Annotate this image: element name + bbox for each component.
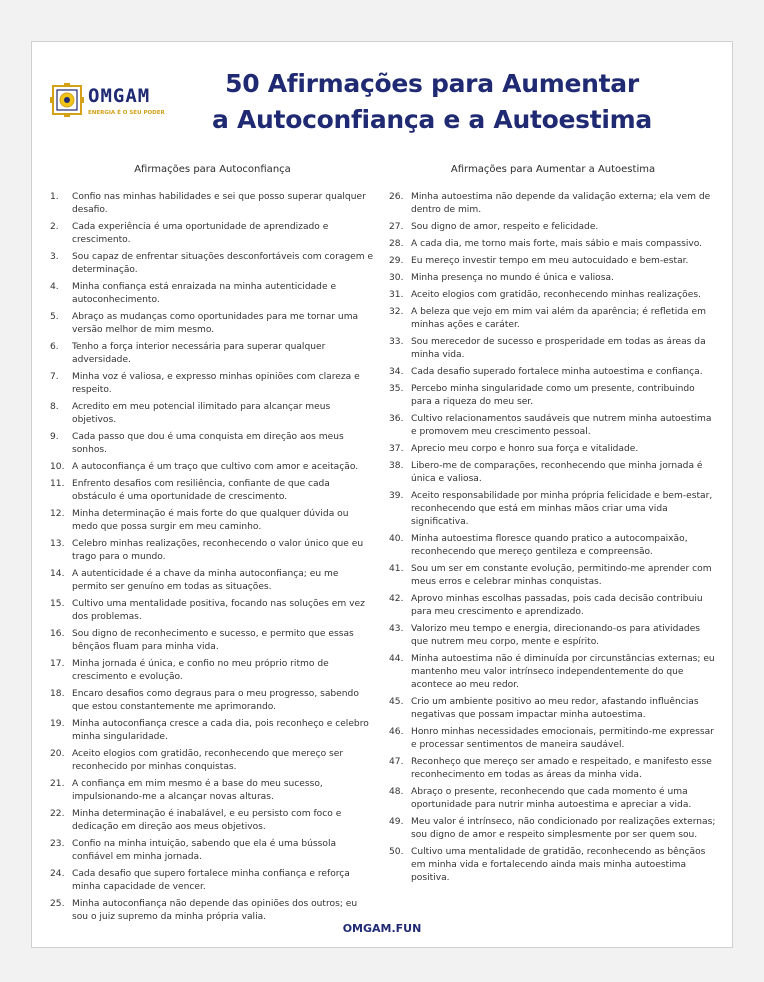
affirmation-number: 30. xyxy=(389,273,404,283)
affirmation-text: A autoconfiança é um traço que cultivo com amor e aceitação. xyxy=(72,462,359,472)
affirmation-number: 7. xyxy=(50,372,59,382)
affirmation-item xyxy=(389,696,717,722)
document-page xyxy=(31,41,733,948)
affirmation-number: 19. xyxy=(50,719,65,729)
affirmation-number: 21. xyxy=(50,779,65,789)
affirmation-number: 27. xyxy=(389,222,404,232)
affirmation-text: Reconheço que mereço ser amado e respeitado, e manifesto esse reconhecimento em todas as áreas da minha vida. xyxy=(411,757,712,780)
affirmation-item xyxy=(389,533,717,559)
affirmation-item xyxy=(50,868,375,894)
affirmation-item xyxy=(389,255,717,268)
affirmation-item xyxy=(50,688,375,714)
affirmation-number: 11. xyxy=(50,479,65,489)
affirmation-item xyxy=(389,336,717,362)
affirmation-text: Cada passo que dou é uma conquista em direção aos meus sonhos. xyxy=(72,432,344,455)
affirmation-text: Libero-me de comparações, reconhecendo que minha jornada é única e valiosa. xyxy=(411,461,703,484)
affirmation-number: 49. xyxy=(389,817,404,827)
affirmation-text: A autenticidade é a chave da minha autoconfiança; eu me permito ser genuíno em todas as situações. xyxy=(72,569,339,592)
affirmation-number: 8. xyxy=(50,402,59,412)
affirmation-item xyxy=(389,191,717,217)
affirmation-item xyxy=(389,816,717,842)
affirmation-number: 37. xyxy=(389,444,404,454)
affirmation-text: Aceito responsabilidade por minha própria felicidade e bem-estar, reconhecendo que está em minhas mãos criar uma vida significativa. xyxy=(411,491,713,527)
affirmation-text: Percebo minha singularidade como um presente, contribuindo para a riqueza do meu ser. xyxy=(411,384,695,407)
affirmation-item xyxy=(50,251,375,277)
affirmation-number: 48. xyxy=(389,787,404,797)
affirmation-item xyxy=(389,238,717,251)
affirmation-item xyxy=(50,311,375,337)
affirmation-item xyxy=(389,272,717,285)
affirmation-number: 44. xyxy=(389,654,404,664)
affirmation-number: 6. xyxy=(50,342,59,352)
affirmation-number: 25. xyxy=(50,899,65,909)
affirmation-item xyxy=(50,401,375,427)
affirmation-number: 18. xyxy=(50,689,65,699)
affirmation-item xyxy=(389,306,717,332)
affirmation-item xyxy=(389,490,717,529)
affirmation-item xyxy=(389,383,717,409)
affirmation-number: 24. xyxy=(50,869,65,879)
affirmation-number: 35. xyxy=(389,384,404,394)
affirmation-number: 16. xyxy=(50,629,65,639)
affirmation-number: 15. xyxy=(50,599,65,609)
affirmation-text: Aceito elogios com gratidão, reconhecendo que mereço ser reconhecido por minhas conquistas. xyxy=(72,749,344,772)
affirmation-number: 20. xyxy=(50,749,65,759)
affirmation-number: 29. xyxy=(389,256,404,266)
affirmation-item xyxy=(389,443,717,456)
affirmation-item xyxy=(50,568,375,594)
affirmation-number: 40. xyxy=(389,534,404,544)
affirmation-number: 42. xyxy=(389,594,404,604)
right-affirmation-list xyxy=(389,191,717,885)
affirmation-number: 39. xyxy=(389,491,404,501)
affirmation-item xyxy=(389,653,717,692)
affirmation-text: Cada desafio superado fortalece minha autoestima e confiança. xyxy=(411,367,703,377)
affirmation-text: Sou merecedor de sucesso e prosperidade em todas as áreas da minha vida. xyxy=(411,337,706,360)
affirmation-text: Cultivo uma mentalidade de gratidão, reconhecendo as bênçãos em minha vida e fortalecendo ainda mais minha autoestima positiva. xyxy=(411,847,706,883)
affirmation-text: Honro minhas necessidades emocionais, permitindo-me expressar e processar sentimentos de maneira saudável. xyxy=(411,727,714,750)
affirmation-text: Encaro desafios como degraus para o meu progresso, sabendo que estou constantemente me aprimorando. xyxy=(72,689,359,712)
affirmation-text: Minha presença no mundo é única e valiosa. xyxy=(411,273,614,283)
affirmation-text: Confio nas minhas habilidades e sei que posso superar qualquer desafio. xyxy=(72,192,366,215)
affirmation-text: Minha confiança está enraizada na minha autenticidade e autoconhecimento. xyxy=(72,282,337,305)
affirmation-item xyxy=(50,281,375,307)
affirmation-item xyxy=(50,598,375,624)
affirmation-item xyxy=(50,461,375,474)
affirmation-text: A cada dia, me torno mais forte, mais sábio e mais compassivo. xyxy=(411,239,703,249)
affirmation-number: 22. xyxy=(50,809,65,819)
affirmation-item xyxy=(50,718,375,744)
affirmation-text: Aprovo minhas escolhas passadas, pois cada decisão contribuiu para meu crescimento e aprendizado. xyxy=(411,594,703,617)
affirmation-number: 45. xyxy=(389,697,404,707)
affirmation-text: Celebro minhas realizações, reconhecendo o valor único que eu trago para o mundo. xyxy=(72,539,364,562)
affirmation-number: 47. xyxy=(389,757,404,767)
affirmation-text: Valorizo meu tempo e energia, direcionando-os para atividades que nutrem meu corpo, mente e espírito. xyxy=(411,624,701,647)
affirmation-number: 12. xyxy=(50,509,65,519)
affirmation-item xyxy=(389,563,717,589)
logo-name: OMGAM xyxy=(88,85,151,107)
affirmation-text: Minha autoestima não depende da validação externa; ela vem de dentro de mim. xyxy=(411,192,711,215)
affirmation-text: Crio um ambiente positivo ao meu redor, afastando influências negativas que possam impactar minha autoestima. xyxy=(411,697,699,720)
affirmation-number: 10. xyxy=(50,462,65,472)
omgam-logo xyxy=(50,83,190,125)
affirmation-item xyxy=(50,808,375,834)
affirmation-text: Abraço as mudanças como oportunidades para me tornar uma versão melhor de mim mesmo. xyxy=(72,312,359,335)
affirmation-text: A confiança em mim mesmo é a base do meu sucesso, impulsionando-me a alcançar novas alturas. xyxy=(72,779,323,802)
affirmation-text: Minha determinação é mais forte do que qualquer dúvida ou medo que possa surgir em meu caminho. xyxy=(72,509,349,532)
affirmation-text: Sou digno de reconhecimento e sucesso, e permito que essas bênçãos fluam para minha vida. xyxy=(72,629,354,652)
affirmation-item xyxy=(50,658,375,684)
affirmation-text: Tenho a força interior necessária para superar qualquer adversidade. xyxy=(72,342,326,365)
affirmation-number: 14. xyxy=(50,569,65,579)
affirmation-item xyxy=(50,431,375,457)
affirmation-item xyxy=(389,289,717,302)
affirmation-text: Sou um ser em constante evolução, permitindo-me aprender com meus erros e celebrar minhas conquistas. xyxy=(411,564,712,587)
affirmation-number: 23. xyxy=(50,839,65,849)
left-affirmation-list xyxy=(50,191,375,924)
affirmation-item xyxy=(50,898,375,924)
affirmation-number: 9. xyxy=(50,432,59,442)
affirmation-number: 1. xyxy=(50,192,59,202)
affirmation-text: Cada experiência é uma oportunidade de aprendizado e crescimento. xyxy=(72,222,329,245)
affirmation-number: 4. xyxy=(50,282,59,292)
affirmation-item xyxy=(50,778,375,804)
affirmation-text: Minha autoestima floresce quando pratico a autocompaixão, reconhecendo que mereço gentileza e compreensão. xyxy=(411,534,688,557)
affirmation-text: Minha autoestima não é diminuída por circunstâncias externas; eu mantenho meu valor intrínseco independentemente do que acontece ao meu redor. xyxy=(411,654,715,690)
left-column-heading: Afirmações para Autoconfiança xyxy=(134,164,291,175)
affirmation-number: 28. xyxy=(389,239,404,249)
affirmation-item xyxy=(50,748,375,774)
affirmation-text: Eu mereço investir tempo em meu autocuidado e bem-estar. xyxy=(411,256,689,266)
affirmation-text: Cada desafio que supero fortalece minha confiança e reforça minha capacidade de vencer. xyxy=(72,869,350,892)
affirmation-text: Enfrento desafios com resiliência, confiante de que cada obstáculo é uma oportunidade de crescimento. xyxy=(72,479,330,502)
affirmation-item xyxy=(50,538,375,564)
left-column xyxy=(50,164,375,928)
affirmation-number: 17. xyxy=(50,659,65,669)
affirmation-item xyxy=(50,191,375,217)
affirmation-number: 46. xyxy=(389,727,404,737)
affirmation-number: 3. xyxy=(50,252,59,262)
affirmation-item xyxy=(389,460,717,486)
mandala-icon xyxy=(50,83,84,117)
affirmation-text: Abraço o presente, reconhecendo que cada momento é uma oportunidade para nutrir minha autoestima e apreciar a vida. xyxy=(411,787,692,810)
affirmation-text: Confio na minha intuição, sabendo que ela é uma bússola confiável em minha jornada. xyxy=(72,839,337,862)
affirmation-item xyxy=(389,786,717,812)
affirmation-text: Minha autoconfiança não depende das opiniões dos outros; eu sou o juiz supremo da minha própria valia. xyxy=(72,899,358,922)
affirmation-text: Cultivo uma mentalidade positiva, focando nas soluções em vez dos problemas. xyxy=(72,599,365,622)
page-title xyxy=(182,66,682,138)
affirmation-number: 26. xyxy=(389,192,404,202)
affirmation-text: Cultivo relacionamentos saudáveis que nutrem minha autoestima e promovem meu crescimento pessoal. xyxy=(411,414,712,437)
affirmation-item xyxy=(389,593,717,619)
affirmation-item xyxy=(50,371,375,397)
title-line-1: 50 Afirmações para Aumentar xyxy=(225,69,639,98)
footer-url: OMGAM.FUN xyxy=(342,922,422,935)
title-line-2: a Autoconfiança e a Autoestima xyxy=(212,105,652,134)
affirmation-item xyxy=(389,726,717,752)
affirmation-text: Sou capaz de enfrentar situações desconfortáveis com coragem e determinação. xyxy=(72,252,374,275)
affirmation-item xyxy=(50,478,375,504)
affirmation-number: 38. xyxy=(389,461,404,471)
affirmation-number: 36. xyxy=(389,414,404,424)
affirmation-text: Aprecio meu corpo e honro sua força e vitalidade. xyxy=(411,444,639,454)
affirmation-number: 43. xyxy=(389,624,404,634)
affirmation-item xyxy=(50,508,375,534)
affirmation-text: Sou digno de amor, respeito e felicidade. xyxy=(411,222,599,232)
affirmation-text: Minha jornada é única, e confio no meu próprio ritmo de crescimento e evolução. xyxy=(72,659,329,682)
affirmation-number: 50. xyxy=(389,847,404,857)
affirmation-text: Meu valor é intrínseco, não condicionado por realizações externas; sou digno de amor e respeito simplesmente por ser quem sou. xyxy=(411,817,716,840)
affirmation-number: 5. xyxy=(50,312,59,322)
right-column-heading: Afirmações para Aumentar a Autoestima xyxy=(450,164,656,175)
affirmation-item xyxy=(50,341,375,367)
affirmation-number: 34. xyxy=(389,367,404,377)
right-column xyxy=(389,164,717,889)
affirmation-item xyxy=(389,756,717,782)
affirmation-item xyxy=(50,838,375,864)
affirmation-text: Aceito elogios com gratidão, reconhecendo minhas realizações. xyxy=(411,290,701,300)
affirmation-number: 41. xyxy=(389,564,404,574)
affirmation-number: 33. xyxy=(389,337,404,347)
affirmation-item xyxy=(389,366,717,379)
affirmation-item xyxy=(50,628,375,654)
logo-tagline: ENERGIA É O SEU PODER xyxy=(88,110,165,116)
affirmation-item xyxy=(389,413,717,439)
affirmation-text: Minha autoconfiança cresce a cada dia, pois reconheço e celebro minha singularidade. xyxy=(72,719,369,742)
affirmation-item xyxy=(389,623,717,649)
affirmation-item xyxy=(389,221,717,234)
affirmation-item xyxy=(50,221,375,247)
affirmation-number: 13. xyxy=(50,539,65,549)
affirmation-number: 2. xyxy=(50,222,59,232)
affirmation-number: 31. xyxy=(389,290,404,300)
affirmation-text: Minha voz é valiosa, e expresso minhas opiniões com clareza e respeito. xyxy=(72,372,360,395)
affirmation-text: Acredito em meu potencial ilimitado para alcançar meus objetivos. xyxy=(72,402,331,425)
affirmation-number: 32. xyxy=(389,307,404,317)
affirmation-text: A beleza que vejo em mim vai além da aparência; é refletida em minhas ações e caráter. xyxy=(411,307,706,330)
affirmation-item xyxy=(389,846,717,885)
affirmation-text: Minha determinação é inabalável, e eu persisto com foco e dedicação em direção aos meus objetivos. xyxy=(72,809,342,832)
